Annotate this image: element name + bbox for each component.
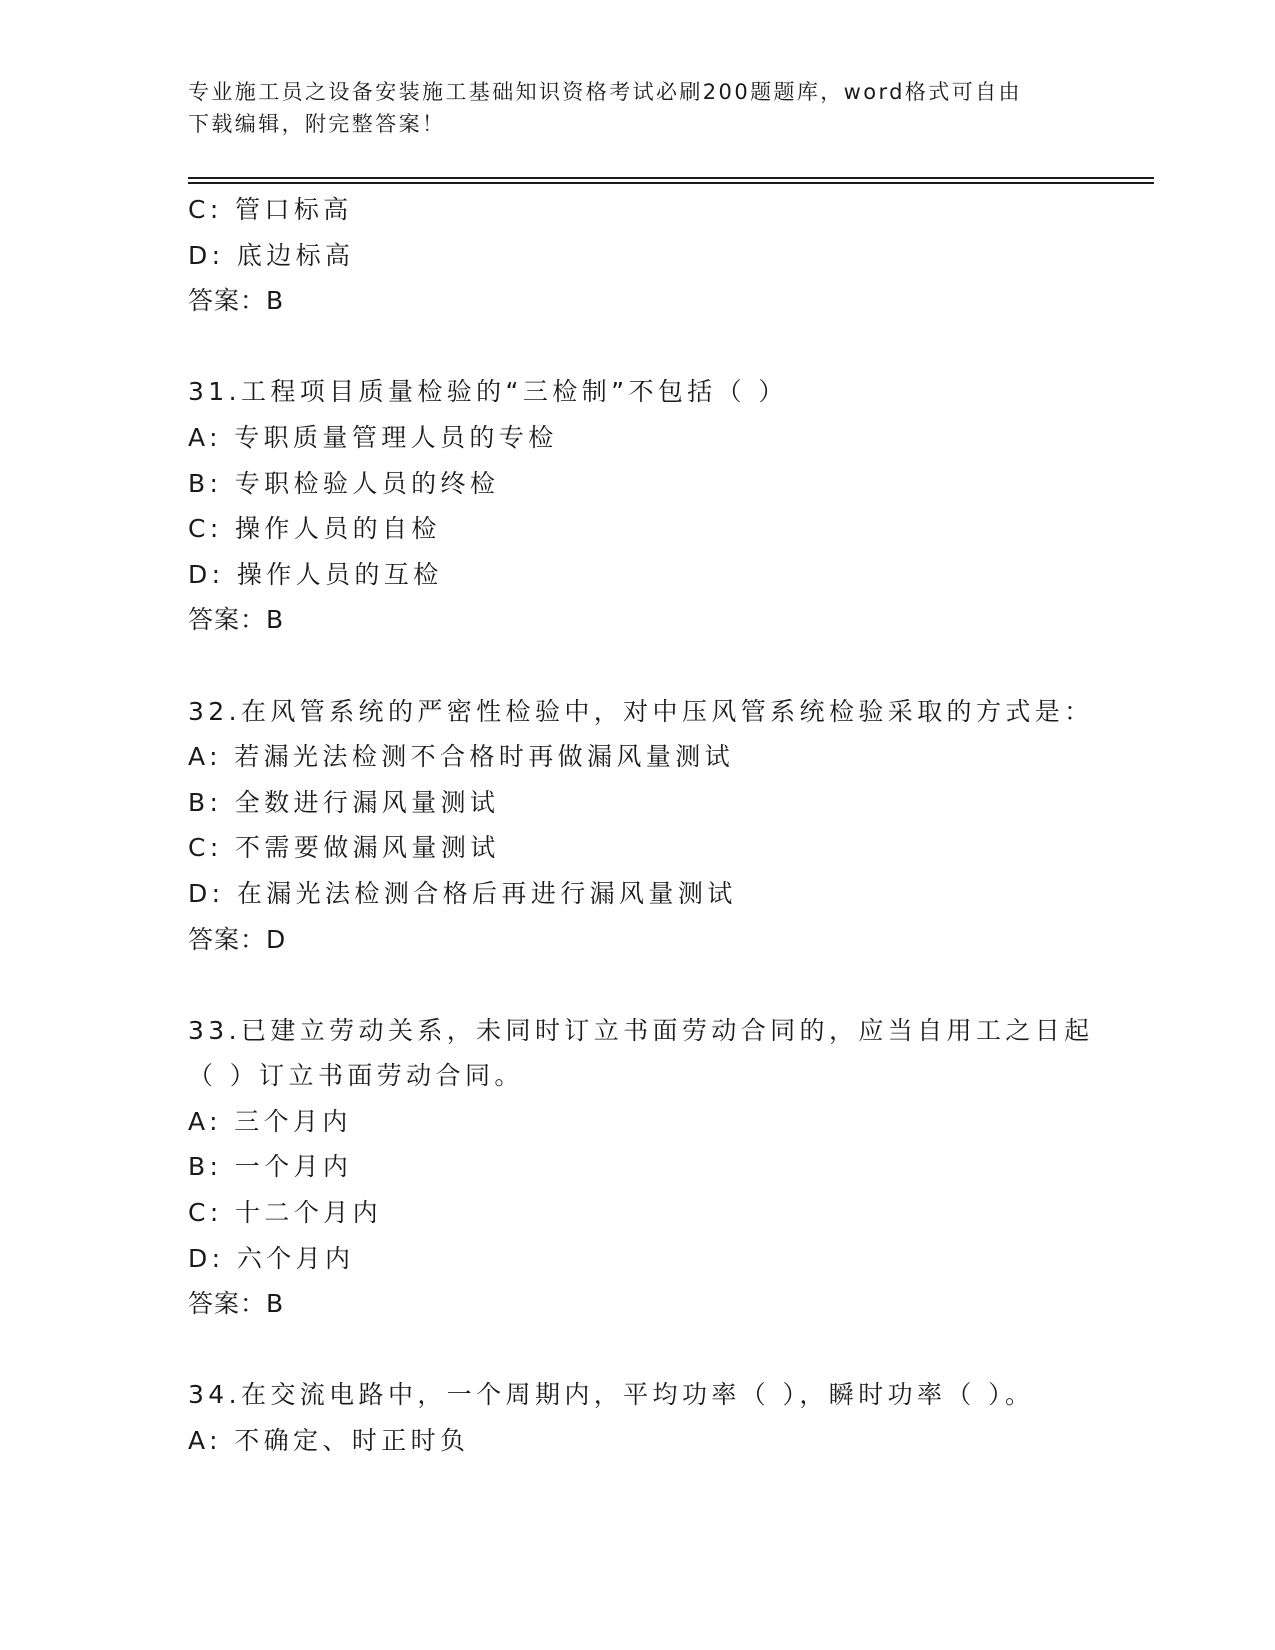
option-c: C: 管口标高: [188, 195, 353, 224]
option-a: A: 专职质量管理人员的专检: [188, 422, 558, 452]
header-divider-bottom: [188, 182, 1154, 184]
answer: 答案：B: [188, 605, 285, 635]
question-stem-continued: （ ）订立书面劳动合同。: [188, 1061, 524, 1091]
question-stem: 34.在交流电路中，一个周期内，平均功率（ ），瞬时功率（ ）。: [188, 1380, 1035, 1410]
option-d: D: 操作人员的互检: [188, 559, 443, 589]
question-stem: 33.已建立劳动关系，未同时订立书面劳动合同的，应当自用工之日起: [188, 1015, 1094, 1045]
spacer: [188, 1327, 1088, 1373]
option-a: A: 三个月内: [188, 1106, 352, 1136]
spacer: [188, 643, 1088, 689]
spacer: [188, 962, 1088, 1008]
question-list: [188, 187, 1094, 1464]
option-d: D: 在漏光法检测合格后再进行漏风量测试: [188, 878, 737, 908]
option-c: C: 十二个月内: [188, 1198, 383, 1228]
option-a: A: 不确定、时正时负: [188, 1426, 470, 1456]
header-line-2: 下载编辑，附完整答案！: [188, 112, 446, 136]
option-c: C: 操作人员的自检: [188, 514, 441, 544]
option-b: B: 专职检验人员的终检: [188, 468, 500, 498]
answer: 答案：B: [188, 1289, 285, 1319]
answer: 答案：B: [188, 286, 285, 316]
header-divider-top: [188, 177, 1154, 179]
option-d: D: 底边标高: [188, 240, 355, 270]
option-b: B: 一个月内: [188, 1152, 353, 1182]
spacer: [188, 324, 1088, 370]
option-a: A: 若漏光法检测不合格时再做漏风量测试: [188, 742, 735, 772]
header-line-1: 专业施工员之设备安装施工基础知识资格考试必刷200题题库，word格式可自由: [188, 80, 1022, 104]
question-stem: 31.工程项目质量检验的“三检制”不包括（ ）: [188, 377, 788, 407]
option-b: B: 全数进行漏风量测试: [188, 787, 500, 817]
answer: 答案：D: [188, 924, 287, 954]
option-c: C: 不需要做漏风量测试: [188, 833, 500, 863]
question-stem: 32.在风管系统的严密性检验中，对中压风管系统检验采取的方式是：: [188, 696, 1094, 726]
document-header: [188, 76, 1068, 140]
option-d: D: 六个月内: [188, 1243, 355, 1273]
